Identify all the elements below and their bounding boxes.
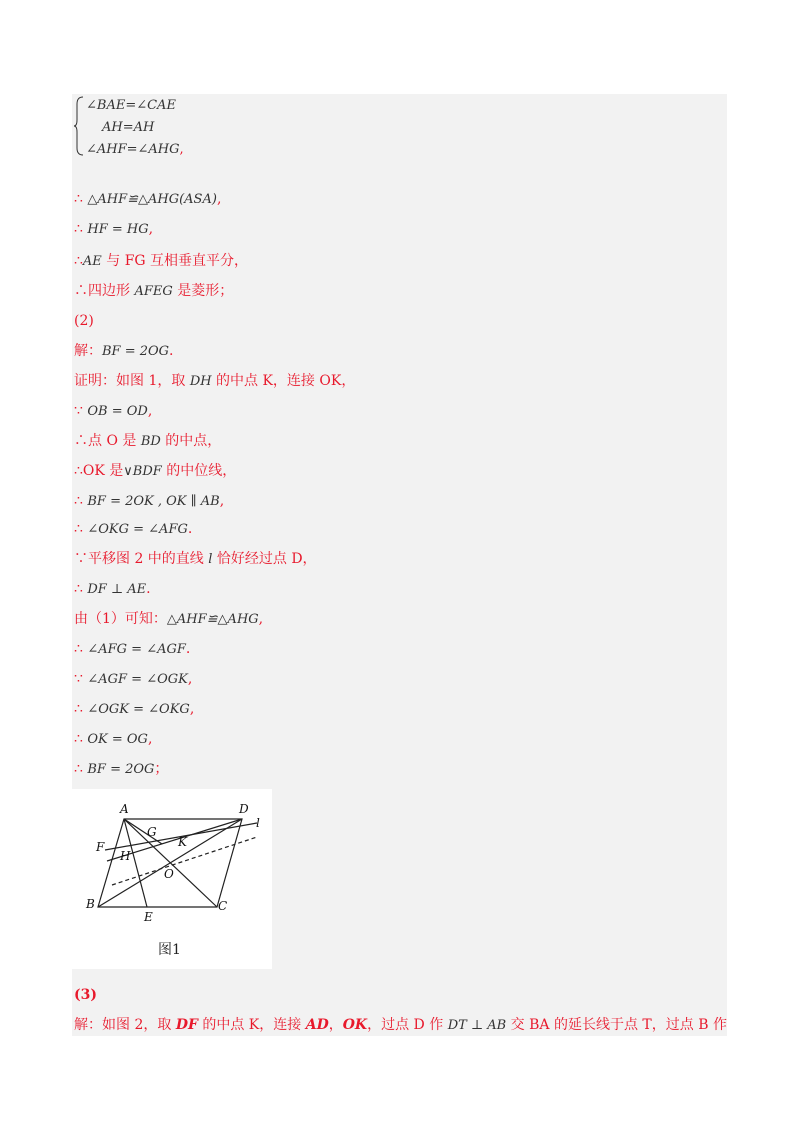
proof-line: ∵ ∠AGF = ∠OGK, xyxy=(74,671,193,687)
left-brace xyxy=(74,96,84,156)
proof-line: ∴ BF = 2OK , OK ∥ AB, xyxy=(74,493,225,509)
proof-line: ∴AE 与 FG 互相垂直平分， xyxy=(74,253,249,269)
proof-line: ∴点 O 是 BD 的中点， xyxy=(74,433,222,449)
proof-line: 证明：如图 1，取 DH 的中点 K，连接 OK， xyxy=(74,373,356,389)
proof-line: ∴ △AHF≌△AHG(ASA), xyxy=(74,191,222,207)
label-K: K xyxy=(178,835,187,849)
part-3-line: 解：如图 2，取 DF 的中点 K，连接 AD，OK，过点 D 作 DT ⊥ AB 交 BA 的延长线于点 T，过点 B 作 xyxy=(74,1017,727,1033)
proof-line: 由（1）可知：△AHF≌△AHG, xyxy=(74,611,264,627)
label-C: C xyxy=(218,899,228,913)
proof-line: ∵平移图 2 中的直线 l 恰好经过点 D， xyxy=(74,551,317,567)
proof-line: ∵ OB = OD, xyxy=(74,403,153,419)
label-G: G xyxy=(147,825,157,839)
proof-line: ∴ HF = HG, xyxy=(74,221,154,237)
equation-row-2: AH=AH xyxy=(102,120,155,135)
equation-row-1: ∠BAE=∠CAE xyxy=(86,98,176,113)
proof-line: ∴ ∠OGK = ∠OKG, xyxy=(74,701,195,717)
equation-row-3: ∠AHF=∠AHG, xyxy=(86,142,184,157)
proof-line: ∴四边形 AFEG 是菱形； xyxy=(74,283,234,299)
part-3-heading: (3) xyxy=(74,987,97,1003)
proof-line: ∴ BF = 2OG； xyxy=(74,761,169,777)
label-B: B xyxy=(86,897,95,911)
proof-line: ∴ OK = OG, xyxy=(74,731,153,747)
label-O: O xyxy=(164,867,174,881)
label-E: E xyxy=(144,910,153,924)
proof-line: ∴ DF ⊥ AE. xyxy=(74,581,151,597)
label-D: D xyxy=(239,802,249,816)
label-l: l xyxy=(256,816,260,830)
figure-1 xyxy=(72,789,272,969)
figure-caption: 图1 xyxy=(158,942,181,958)
proof-line: (2) xyxy=(74,313,94,329)
proof-line: ∴ ∠AFG = ∠AGF. xyxy=(74,641,191,657)
proof-line: ∴OK 是∨BDF 的中位线， xyxy=(74,463,237,479)
proof-line: ∴ ∠OKG = ∠AFG. xyxy=(74,521,193,537)
label-A: A xyxy=(120,802,129,816)
label-F: F xyxy=(96,840,105,854)
label-H: H xyxy=(120,849,131,863)
proof-line: 解：BF = 2OG. xyxy=(74,343,174,359)
